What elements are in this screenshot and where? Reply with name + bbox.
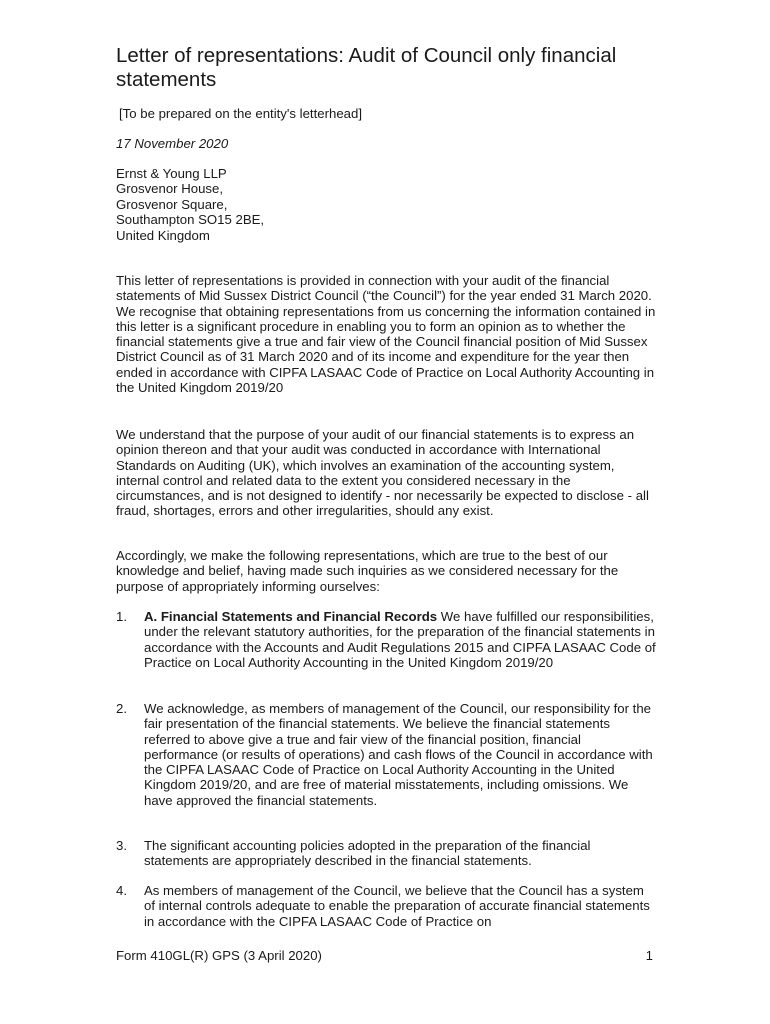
list-number: 3. — [116, 838, 127, 853]
purpose-paragraph: We understand that the purpose of your audit of our financial statements is to express an opinion thereon and that your audit was conducted in accordance with International Standards on Auditing (UK), which involves an examination of the accounting system, internal control and related data to the extent you considered necessary in the circumstances, and is not designed to identify - nor necessarily be expected to disclose - all fraud, shortages, errors and other irregularities, should any exist. — [116, 427, 649, 519]
letter-date: 17 November 2020 — [116, 136, 229, 151]
list-number: 2. — [116, 701, 127, 716]
representations-paragraph: Accordingly, we make the following representations, which are true to the best of our knowledge and belief, having made such inquiries as we considered necessary for the purpose of appropriately informing ourselves: — [116, 548, 619, 594]
list-body: We acknowledge, as members of management of the Council, our responsibility for the fair presentation of the financial statements. We believe the financial statements referred to above give a true and fair view of the financial position, financial performance (or results of operations) and cash flows of the Council in accordance with the CIPFA LASAAC Code of Practice on Local Authority Accounting in the United Kingdom 2019/20, and are free of material misstatements, including omissions. We have approved the financial statements. — [144, 701, 653, 808]
address-line: Southampton SO15 2BE, — [116, 212, 265, 228]
page-number: 1 — [645, 948, 653, 963]
address-line: Grosvenor House, — [116, 181, 224, 197]
list-text — [144, 609, 656, 670]
address-line: United Kingdom — [116, 227, 210, 243]
list-body: We have fulfilled our responsibilities, under the relevant statutory authorities, for the preparation of the financial statements in accordance with the Accounts and Audit Regulations 2015 and CIPFA LASAAC Code of Practice on Local Authority Accounting in the United Kingdom 2019/20 — [144, 609, 656, 670]
list-body: As members of management of the Council, we believe that the Council has a system of internal controls adequate to enable the preparation of accurate financial statements in accordance with the CIPFA LASAAC Code of Practice on — [144, 883, 650, 929]
page-title: Letter of representations: Audit of Council only financial statements — [116, 44, 617, 91]
list-body: The significant accounting policies adopted in the preparation of the financial statements are appropriately described in the financial statements. — [144, 838, 591, 869]
address-line: Grosvenor Square, — [116, 196, 228, 212]
address-line: Ernst & Young LLP — [116, 166, 227, 181]
list-number: 4. — [116, 883, 127, 898]
recipient-address — [116, 166, 264, 243]
intro-paragraph: This letter of representations is provided in connection with your audit of the financial statements of Mid Sussex District Council (“the Council”) for the year ended 31 March 2020. We recognise that obtaining representations from us concerning the information contained in this letter is a significant procedure in enabling you to form an opinion as to whether the financial statements give a true and fair view of the Council financial position of Mid Sussex District Council as of 31 March 2020 and of its income and expenditure for the year then ended in accordance with CIPFA LASAAC Code of Practice on Local Authority Accounting in the United Kingdom 2019/20 — [116, 273, 656, 396]
form-reference: Form 410GL(R) GPS (3 April 2020) — [116, 948, 322, 963]
letterhead-note: [To be prepared on the entity's letterhead] — [119, 106, 362, 121]
list-number: 1. — [116, 609, 127, 624]
section-heading: A. Financial Statements and Financial Records — [144, 609, 438, 624]
